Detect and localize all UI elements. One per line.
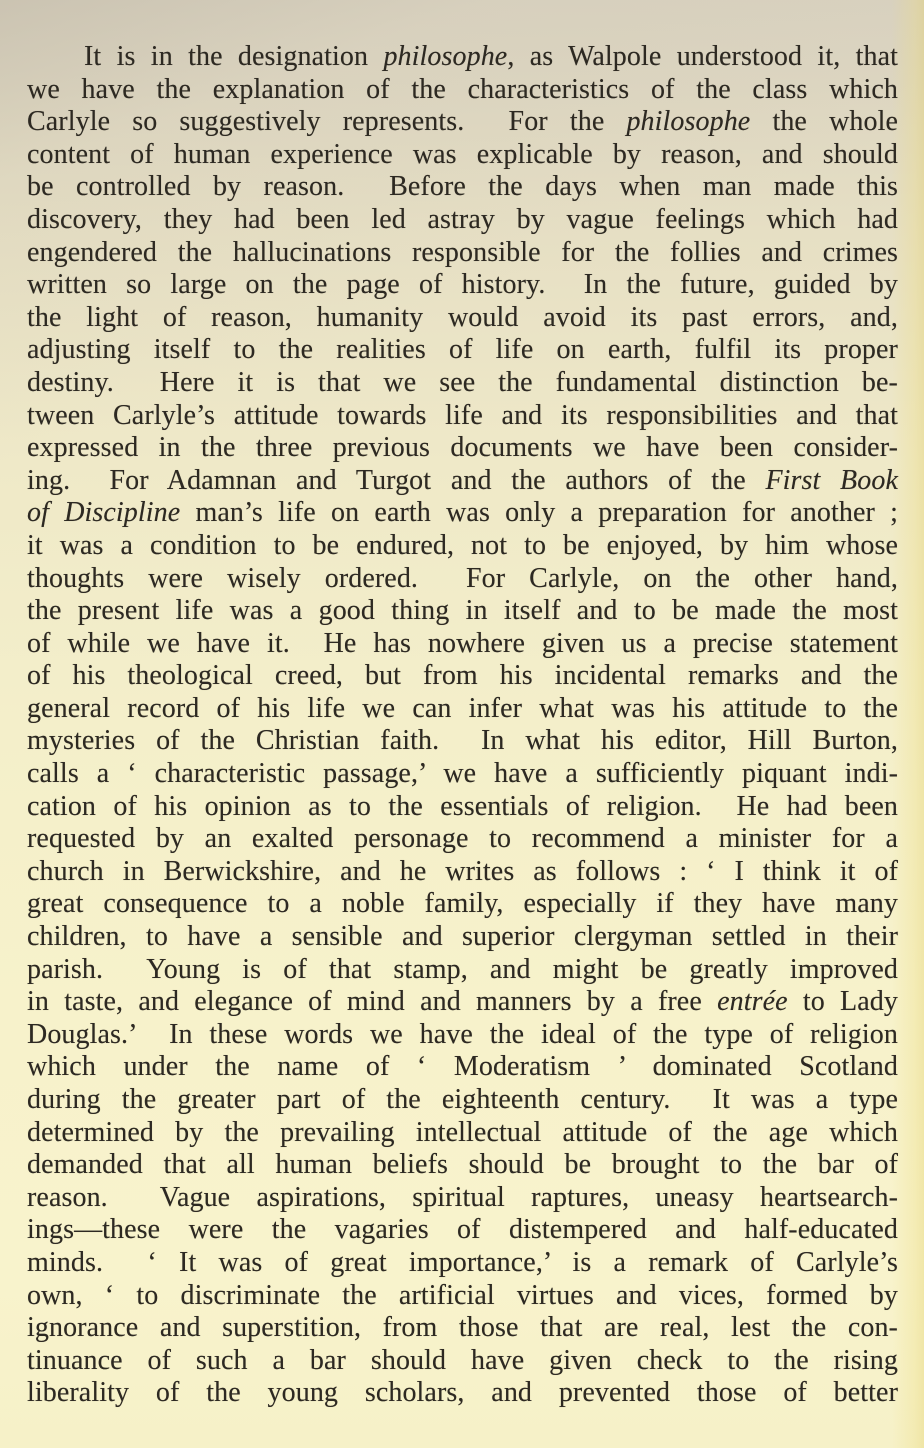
- italic-text-segment: of Discipline: [27, 497, 181, 529]
- text-segment: man’s life on earth was only a preparation for another ;: [180, 497, 898, 529]
- text-segment: mysteries of the Christian faith. In what his editor, Hill Burton,: [27, 725, 898, 757]
- text-line: [27, 367, 898, 400]
- text-line: [27, 237, 898, 270]
- text-line: [27, 628, 898, 661]
- text-line: [27, 921, 898, 954]
- text-segment: determined by the prevailing intellectual attitude of the age which: [27, 1116, 898, 1148]
- text-segment: general record of his life we can infer what was his attitude to the: [27, 692, 898, 724]
- text-line: [27, 1214, 898, 1247]
- text-segment: church in Berwickshire, and he writes as follows : ‘ I think it of: [27, 855, 898, 887]
- text-segment: which under the name of ‘ Moderatism ’ dominated Scotland: [27, 1051, 898, 1083]
- text-line: [27, 595, 898, 628]
- text-line: [27, 660, 898, 693]
- text-segment: the present life was a good thing in itself and to be made the most: [27, 595, 898, 627]
- text-segment: expressed in the three previous documents we have been consider-: [27, 432, 898, 464]
- text-segment: we have the explanation of the characteristics of the class which: [27, 73, 898, 105]
- text-line: [27, 106, 898, 139]
- text-segment: thoughts were wisely ordered. For Carlyle, on the other hand,: [27, 562, 898, 594]
- text-segment: it was a condition to be endured, not to be enjoyed, by him whose: [27, 529, 898, 561]
- text-segment: written so large on the page of history. In the future, guided by: [27, 269, 898, 301]
- text-segment: be controlled by reason. Before the days when man made this: [27, 171, 898, 203]
- text-segment: of his theological creed, but from his incidental remarks and the: [27, 660, 898, 692]
- text-segment: during the greater part of the eighteenth century. It was a type: [27, 1084, 898, 1115]
- text-line: [27, 171, 898, 204]
- text-line: [27, 204, 898, 237]
- text-segment: ings—these were the vagaries of distempered and half-educated: [27, 1214, 898, 1246]
- text-segment: of while we have it. He has nowhere given us a precise statement: [27, 627, 898, 659]
- text-line: [27, 1117, 898, 1150]
- text-segment: reason. Vague aspirations, spiritual raptures, uneasy heartsearch-: [27, 1181, 898, 1213]
- text-line: [27, 563, 898, 596]
- text-segment: discovery, they had been led astray by vague feelings which had: [27, 203, 898, 235]
- text-segment: ing. For Adamnan and Turgot and the authors of the: [27, 464, 766, 496]
- text-line: [27, 269, 898, 302]
- italic-text-segment: entrée: [717, 986, 788, 1018]
- text-segment: requested by an exalted personage to recommend a minister for a: [27, 823, 898, 855]
- text-segment: destiny. Here it is that we see the fundamental distinction be-: [27, 366, 898, 398]
- text-line: [27, 954, 898, 987]
- text-segment: own, ‘ to discriminate the artificial virtues and vices, formed by: [27, 1279, 898, 1311]
- text-line: [27, 1149, 898, 1182]
- text-segment: tinuance of such a bar should have given check to the rising: [27, 1344, 898, 1376]
- text-line: [27, 334, 898, 367]
- italic-text-segment: philosophe: [626, 106, 751, 138]
- text-segment: calls a ‘ characteristic passage,’ we have a sufficiently piquant indi-: [27, 758, 898, 790]
- text-line: [27, 41, 898, 74]
- text-line: [27, 1312, 898, 1345]
- text-line: [27, 1182, 898, 1215]
- text-line: [27, 465, 898, 498]
- text-segment: content of human experience was explicable by reason, and should: [27, 138, 898, 170]
- text-segment: minds. ‘ It was of great importance,’ is a remark of Carlyle’s: [27, 1246, 898, 1278]
- text-segment: demanded that all human beliefs should be brought to the bar of: [27, 1149, 898, 1181]
- text-line: [27, 1019, 898, 1052]
- text-line: [27, 823, 898, 856]
- text-line: [27, 725, 898, 758]
- text-segment: It is in the designation: [84, 41, 384, 72]
- text-segment: cation of his opinion as to the essentials of religion. He had been: [27, 790, 898, 822]
- text-line: [27, 758, 898, 791]
- text-line: [27, 400, 898, 433]
- italic-text-segment: First Book: [765, 464, 898, 496]
- text-line: [27, 856, 898, 889]
- text-line: [27, 302, 898, 335]
- text-line: [27, 986, 898, 1019]
- text-segment: children, to have a sensible and superior clergyman settled in their: [27, 921, 898, 953]
- text-line: [27, 693, 898, 726]
- text-line: [27, 74, 898, 107]
- text-segment: Carlyle so suggestively represents. For the: [27, 106, 627, 138]
- page-text: [27, 41, 898, 1410]
- text-segment: in taste, and elegance of mind and manners by a free: [27, 986, 718, 1018]
- text-line: [27, 497, 898, 530]
- text-segment: parish. Young is of that stamp, and might be greatly improved: [27, 953, 898, 985]
- text-line: [27, 1377, 898, 1410]
- text-segment: , as Walpole understood it, that: [507, 41, 898, 72]
- text-segment: engendered the hallucinations responsible for the follies and crimes: [27, 236, 898, 268]
- text-line: [27, 1084, 898, 1117]
- text-segment: to Lady: [787, 986, 898, 1018]
- text-line: [27, 1280, 898, 1313]
- text-line: [27, 791, 898, 824]
- text-line: [27, 139, 898, 172]
- text-segment: tween Carlyle’s attitude towards life and its responsibilities and that: [27, 399, 898, 431]
- italic-text-segment: philosophe: [383, 41, 508, 72]
- text-segment: the whole: [750, 106, 898, 138]
- text-segment: Douglas.’ In these words we have the ideal of the type of religion: [27, 1018, 898, 1050]
- text-segment: adjusting itself to the realities of life on earth, fulfil its proper: [27, 334, 898, 366]
- text-segment: great consequence to a noble family, especially if they have many: [27, 888, 898, 920]
- text-segment: liberality of the young scholars, and prevented those of better: [27, 1377, 898, 1409]
- text-line: [27, 1247, 898, 1280]
- text-line: [27, 432, 898, 465]
- text-line: [27, 530, 898, 563]
- text-line: [27, 1051, 898, 1084]
- text-line: [27, 1345, 898, 1378]
- text-segment: the light of reason, humanity would avoid its past errors, and,: [27, 301, 898, 333]
- text-line: [27, 888, 898, 921]
- text-segment: ignorance and superstition, from those that are real, lest the con-: [27, 1312, 898, 1344]
